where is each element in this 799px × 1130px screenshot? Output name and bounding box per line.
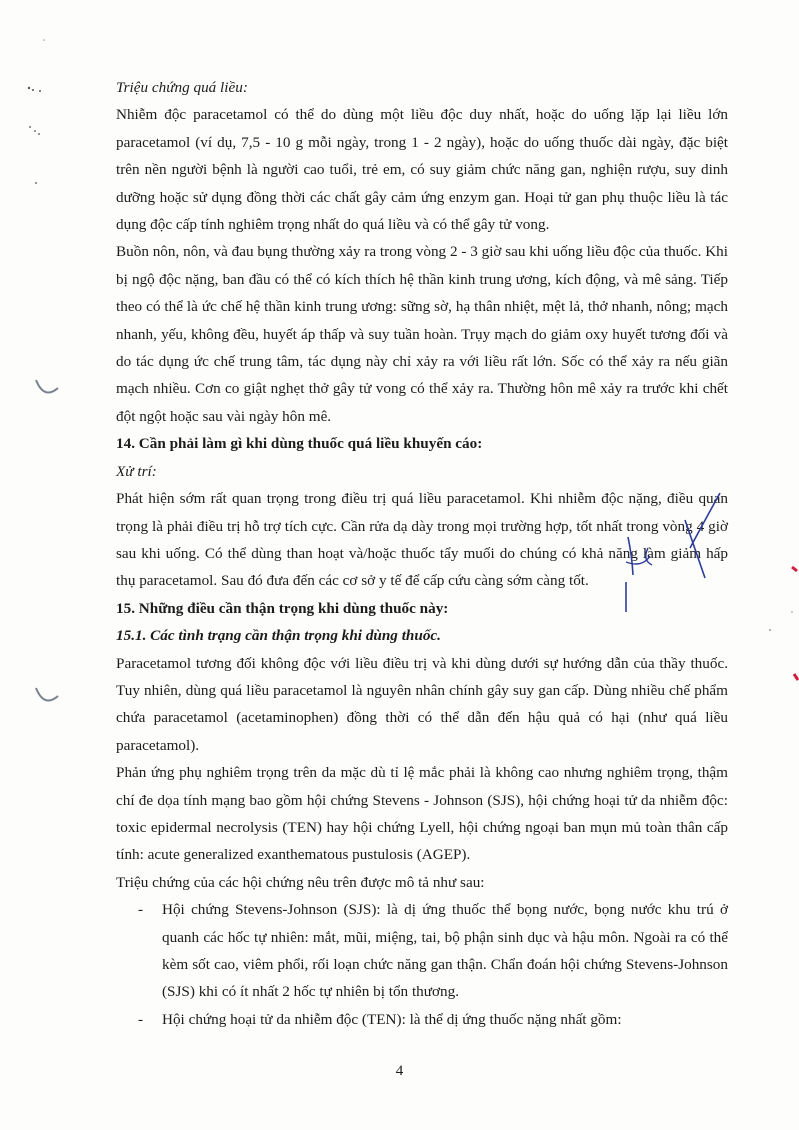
list-item: [116, 896, 728, 1006]
punch-hole-mark: [36, 380, 58, 393]
speck: [32, 89, 34, 91]
speck: [38, 133, 40, 135]
speck: [791, 611, 793, 613]
paragraph: Paracetamol tương đối không độc với liều điều trị và khi dùng dưới sự hướng dẫn của thầy thuốc. Tuy nhiên, dùng quá liều paracetamol là nguyên nhân chính gây suy gan cấp. Dùng nhiều chế phẩm chứa paracetamol (acetaminophen) đồng thời có thể dẫn đến hậu quả có hại (như quá liều paracetamol).: [116, 654, 728, 754]
edge-mark: [794, 674, 798, 680]
section-heading: 14. Cần phải làm gì khi dùng thuốc quá liều khuyến cáo:: [116, 435, 483, 453]
punch-hole-mark: [36, 688, 58, 701]
bullet-list: [116, 896, 728, 1033]
paragraph: Nhiễm độc paracetamol có thể do dùng một liều độc duy nhất, hoặc do uống lặp lại liều lớn paracetamol (ví dụ, 7,5 - 10 g mỗi ngày, trong 1 - 2 ngày), hoặc do uống thuốc dài ngày, đặc biệt trên nền người bệnh là người cao tuổi, trẻ em, có suy giảm chức năng gan, nghiện rượu, suy dinh dưỡng hoặc sử dụng đồng thời các chất gây cảm ứng enzym gan. Hoại tử gan phụ thuộc liều là tác dụng độc cấp tính nghiêm trọng nhất do quá liều và có thể gây tử vong.: [116, 106, 728, 234]
page-number: 4: [395, 1063, 404, 1079]
speck: [769, 629, 771, 631]
speck: [28, 87, 30, 89]
list-item-text: Hội chứng hoại tử da nhiễm độc (TEN): là thể dị ứng thuốc nặng nhất gồm:: [162, 1010, 622, 1028]
subheading: Triệu chứng quá liều:: [116, 79, 248, 96]
paragraph: Phát hiện sớm rất quan trọng trong điều trị quá liều paracetamol. Khi nhiễm độc nặng, điều quan trọng là phải điều trị hỗ trợ tích cực. Cần rửa dạ dày trong mọi trường hợp, tốt nhất trong vòng 4 giờ sau khi uống. Có thể dùng than hoạt và/hoặc thuốc tẩy muối do chúng có khả năng làm giảm hấp thụ paracetamol. Sau đó đưa đến các cơ sở y tế để cấp cứu càng sớm càng tốt.: [116, 490, 728, 590]
speck: [34, 130, 36, 132]
bullet-dash: -: [138, 901, 144, 919]
subheading: Xử trí:: [116, 462, 157, 480]
speck: [35, 182, 37, 184]
paragraph: Buồn nôn, nôn, và đau bụng thường xảy ra trong vòng 2 - 3 giờ sau khi uống liều độc của thuốc. Khi bị ngộ độc nặng, ban đầu có thể có kích thích hệ thần kinh trung ương, kích động, và mê sảng. Tiếp theo có thể là ức chế hệ thần kinh trung ương: sững sờ, hạ thân nhiệt, mệt lả, thở nhanh, nông; mạch nhanh, yếu, không đều, huyết áp thấp và suy tuần hoàn. Trụy mạch do giảm oxy huyết tương đối và do tác dụng ức chế trung tâm, tác dụng này chỉ xảy ra với liều rất lớn. Sốc có thể xảy ra nếu giãn mạch nhiều. Cơn co giật nghẹt thở gây tử vong có thể xảy ra. Thường hôn mê xảy ra trước khi chết đột ngột hoặc sau vài ngày hôn mê.: [116, 243, 728, 425]
document-body: [116, 74, 728, 1033]
list-item: [116, 1006, 728, 1033]
speck: [43, 39, 45, 41]
edge-mark: [792, 567, 797, 571]
bullet-dash: -: [138, 1010, 144, 1028]
speck: [29, 126, 31, 128]
paragraph: Phản ứng phụ nghiêm trọng trên da mặc dù tỉ lệ mắc phải là không cao nhưng nghiêm trọng, thậm chí đe dọa tính mạng bao gồm hội chứng Stevens - Johnson (SJS), hội chứng hoại tử da nhiễm độc: toxic epidermal necrolysis (TEN) hay hội chứng Lyell, hội chứng ngoại ban mụn mủ toàn thân cấp tính: acute generalized exanthematous pustulosis (AGEP).: [116, 764, 728, 864]
paragraph: Triệu chứng của các hội chứng nêu trên được mô tả như sau:: [116, 873, 485, 891]
subsection-heading: 15.1. Các tình trạng cần thận trọng khi dùng thuốc.: [116, 627, 441, 645]
list-item-text: Hội chứng Stevens-Johnson (SJS): là dị ứng thuốc thể bọng nước, bọng nước khu trú ở quanh các hốc tự nhiên: mắt, mũi, miệng, tai, bộ phận sinh dục và hậu môn. Ngoài ra có thể kèm sốt cao, viêm phổi, rối loạn chức năng gan thận. Chẩn đoán hội chứng Stevens-Johnson (SJS) khi có ít nhất 2 hốc tự nhiên bị tổn thương.: [162, 901, 728, 1001]
section-heading: 15. Những điều cần thận trọng khi dùng thuốc này:: [116, 599, 449, 617]
speck: [39, 90, 41, 92]
